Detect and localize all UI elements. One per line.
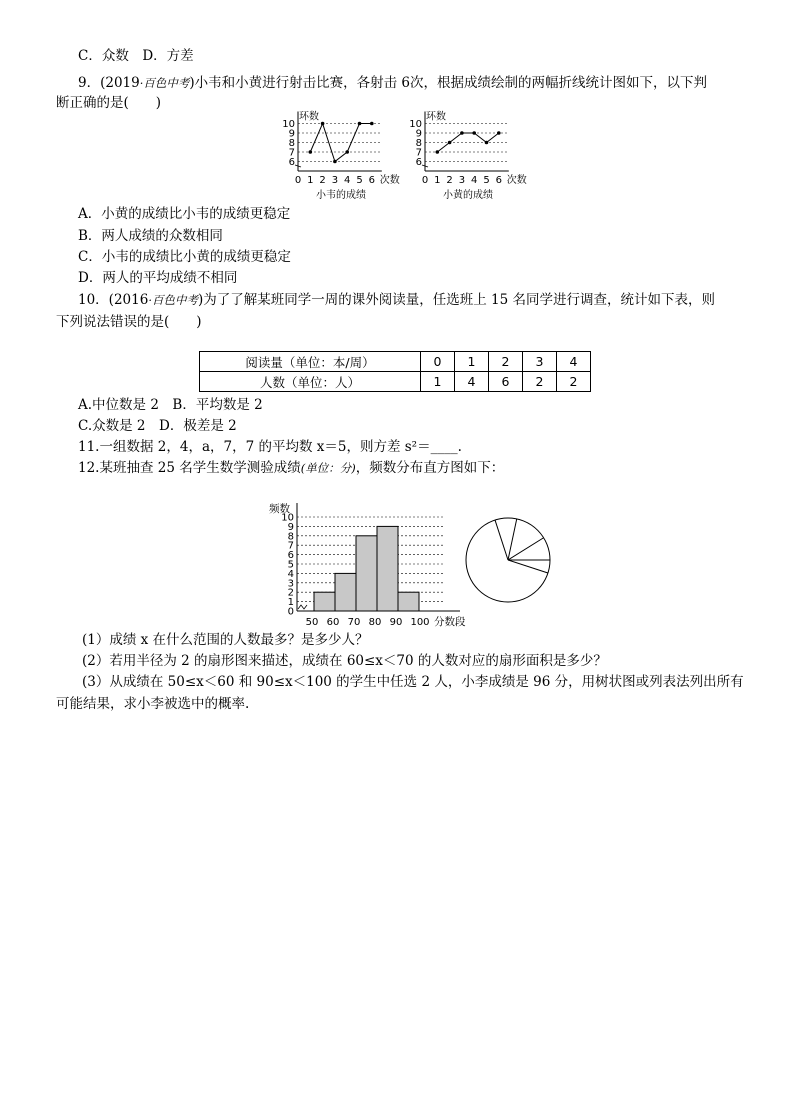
x-tick-label: 2 <box>446 175 453 186</box>
x-tick-label: 1 <box>307 175 314 186</box>
data-point <box>309 150 313 154</box>
q10-year: 2016 <box>113 292 149 308</box>
q12-text-a: 12.某班抽查 25 名学生数学测验成绩 <box>78 460 301 476</box>
data-point <box>448 141 452 145</box>
q10-stem-2: 下列说法错误的是( ) <box>56 314 202 330</box>
table-cell: 2 <box>557 372 591 392</box>
x-tick-label: 0 <box>294 175 302 186</box>
y-tick-label: 2 <box>287 587 294 599</box>
table-cell: 2 <box>489 352 523 372</box>
q10-number: 10．( <box>78 292 114 308</box>
y-tick-label: 5 <box>287 559 294 571</box>
y-axis-label: 频数 <box>269 503 290 515</box>
q9-year: 2019 <box>105 75 140 91</box>
data-point <box>497 131 501 135</box>
x-tick-label: 0 <box>421 175 429 186</box>
chart-title: 小黄的成绩 <box>443 190 494 201</box>
x-tick-label: 80 <box>368 617 382 628</box>
data-point <box>321 122 325 126</box>
table-row <box>200 352 591 372</box>
table-cell: 6 <box>489 372 523 392</box>
reading-table <box>199 351 591 392</box>
y-tick-label: 10 <box>409 119 422 130</box>
table-cell: 3 <box>523 352 557 372</box>
data-point <box>460 131 464 135</box>
table-cell: 2 <box>523 372 557 392</box>
table-cell: 1 <box>455 352 489 372</box>
x-tick-label: 60 <box>326 617 340 628</box>
table-header-cell: 阅读量（单位：本/周） <box>200 352 421 372</box>
x-axis-label: 次数 <box>379 175 400 186</box>
axis-break <box>298 605 307 609</box>
y-tick-label: 10 <box>281 512 294 524</box>
y-tick-label: 7 <box>415 147 422 159</box>
y-tick-label: 8 <box>415 138 422 149</box>
q12-text-b: ，频数分布直方图如下： <box>355 460 505 476</box>
table-row <box>200 372 591 392</box>
histogram-bar <box>314 592 335 611</box>
y-tick-label: 9 <box>287 521 294 533</box>
y-tick-label: 8 <box>288 138 295 149</box>
x-axis-label: 分数段 <box>434 616 466 628</box>
q8-options: C．众数 D．方差 <box>78 48 194 64</box>
x-tick-label: 4 <box>471 175 478 186</box>
y-tick-label: 6 <box>415 157 422 168</box>
x-axis-label: 次数 <box>506 175 527 186</box>
x-tick-label: 50 <box>305 617 319 628</box>
table-cell: 1 <box>421 372 455 392</box>
q12-unit: (单位：分) <box>300 461 356 475</box>
histogram-bar <box>356 536 377 611</box>
q9-option-d: D．两人的平均成绩不相同 <box>78 270 238 286</box>
y-tick-label: 6 <box>287 550 294 562</box>
data-point <box>472 131 476 135</box>
y-tick-label: 7 <box>288 147 295 159</box>
x-tick-label: 6 <box>495 175 502 186</box>
y-axis-label: 环数 <box>426 111 446 123</box>
data-point <box>345 150 349 154</box>
x-tick-label: 2 <box>319 175 326 186</box>
chart-title: 小韦的成绩 <box>316 190 367 201</box>
q9-option-a: A．小黄的成绩比小韦的成绩更稳定 <box>78 206 291 222</box>
y-tick-label: 3 <box>287 578 294 590</box>
y-tick-label: 4 <box>287 568 294 580</box>
x-tick-label: 100 <box>410 617 430 628</box>
q12-sub-2: (2）若用半径为 2 的扇形图来描述，成绩在 60≤x＜70 的人数对应的扇形面积是多少？ <box>82 653 607 669</box>
q10-options-cd: C.众数是 2 D．极差是 2 <box>78 418 237 434</box>
q9-text: )小韦和小黄进行射击比赛，各射击 6次，根据成绩绘制的两幅折线统计图如下，以下判 <box>189 75 708 91</box>
x-tick-label: 6 <box>368 175 375 186</box>
q12-sub-3: (3）从成绩在 50≤x＜60 和 90≤x＜100 的学生中任选 2 人，小李成绩是 96 分，用树状图或列表法列出所有 <box>82 674 744 690</box>
table-cell: 0 <box>421 352 455 372</box>
data-point <box>370 122 374 126</box>
x-tick-label: 90 <box>389 617 403 628</box>
q12-sub-1: (1）成绩 x 在什么范围的人数最多？是多少人？ <box>82 632 369 648</box>
table-cell: 4 <box>557 352 591 372</box>
y-tick-label: 10 <box>282 119 295 130</box>
y-tick-label: 6 <box>288 157 295 168</box>
table-header-cell: 人数（单位：人） <box>200 372 421 392</box>
x-tick-label: 70 <box>347 617 361 628</box>
y-tick-label: 1 <box>287 597 294 609</box>
data-point <box>333 160 337 164</box>
y-tick-label: 0 <box>287 606 294 618</box>
data-point <box>358 122 362 126</box>
q11: 11.一组数据 2，4，a，7，7 的平均数 x＝5，则方差 s²＝____. <box>78 439 462 455</box>
q9-source: ·百色中考 <box>139 76 190 90</box>
q9-option-c: C．小韦的成绩比小黄的成绩更稳定 <box>78 249 291 265</box>
data-point <box>485 141 489 145</box>
x-tick-label: 5 <box>483 175 490 186</box>
q12-sub-3b: 可能结果，求小李被选中的概率. <box>56 696 250 712</box>
q9-option-b: B．两人成绩的众数相同 <box>78 228 223 244</box>
histogram-bar <box>377 526 398 611</box>
q9-stem-2: 断正确的是( ) <box>56 95 162 111</box>
q10-stem <box>78 291 715 309</box>
y-tick-label: 9 <box>415 128 422 140</box>
q10-options-ab: A.中位数是 2 B．平均数是 2 <box>78 397 263 413</box>
q12-stem <box>78 459 504 477</box>
q9-number: 9．( <box>78 75 106 91</box>
q10-source: ·百色中考 <box>148 293 198 307</box>
x-tick-label: 4 <box>344 175 351 186</box>
y-tick-label: 8 <box>287 531 294 543</box>
y-tick-label: 7 <box>287 540 294 552</box>
x-tick-label: 5 <box>356 175 363 186</box>
y-axis-label: 环数 <box>299 111 319 123</box>
data-point <box>436 150 440 154</box>
x-tick-label: 3 <box>331 175 339 186</box>
table-cell: 4 <box>455 372 489 392</box>
x-tick-label: 1 <box>434 175 441 186</box>
q10-text: )为了了解某班同学一周的课外阅读量，任选班上 15 名同学进行调查，统计如下表，则 <box>197 292 715 308</box>
y-tick-label: 9 <box>288 128 295 140</box>
histogram-bar <box>335 573 356 611</box>
histogram-bar <box>398 592 419 611</box>
x-tick-label: 3 <box>458 175 466 186</box>
